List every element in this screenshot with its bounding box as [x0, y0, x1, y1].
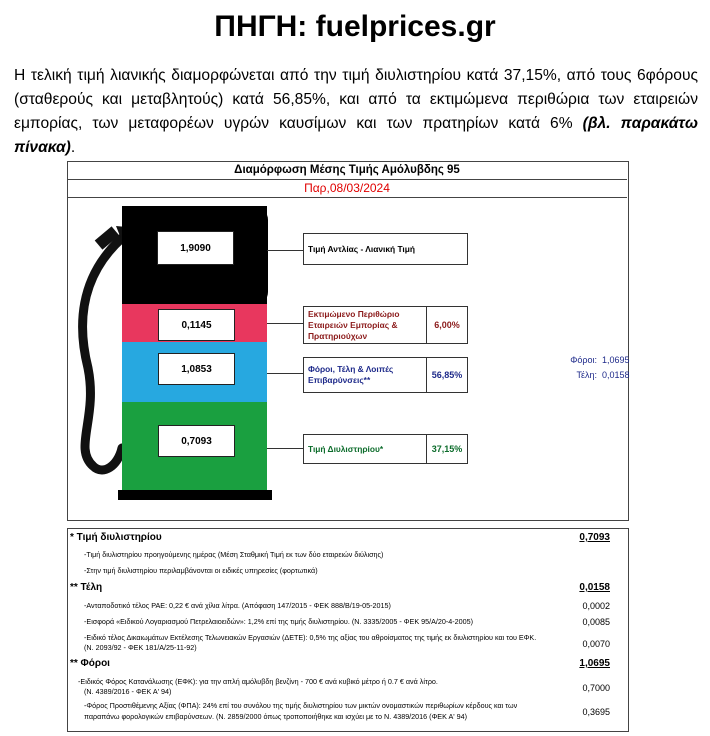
page-title: ΠΗΓΗ: fuelprices.gr [214, 10, 496, 43]
taxes-total: 1,0695 [579, 658, 610, 669]
connector-margin [267, 323, 303, 324]
margin-pct: 6,00% [426, 306, 468, 344]
retail-value: 1,9090 [157, 231, 234, 265]
taxes-pct: 56,85% [426, 357, 468, 393]
intro-end: . [70, 139, 76, 156]
tax-item-1-text: -Ειδικός Φόρος Κατανάλωσης (ΕΦΚ): για την απλή αμόλυβδη βενζίνη - 700 € ανά κυβικό μέτρο ή 0.7 € ανά λίτρο. [78, 677, 438, 686]
tax-item-1-value: 0,7000 [582, 683, 610, 693]
tax-item-2-text2: παραπάνω φορολογικών επιβαρύνσεων. (Ν. 2859/2000 όπως τροποποιήθηκε και ισχύει με το Ν. 4389/2016 (ΦΕΚ Α' 94) [84, 712, 468, 721]
foroi-value: 1,0695 [602, 355, 630, 365]
teli-value: 0,0158 [602, 370, 630, 380]
intro-note: (βλ. παρακάτω πίνακα) [14, 115, 698, 156]
connector-taxes [267, 373, 303, 374]
taxes-label: Φόροι, Τέλη & Λοιπές Επιβαρύνσεις** [303, 357, 427, 393]
margin-label: Εκτιμώμενο Περιθώριο Εταιρειών Εμπορίας & Πρατηριούχων [303, 306, 427, 344]
fee-item-3-text2: (Ν. 2093/92 - ΦΕΚ 181/Α/25-11-92) [84, 643, 197, 652]
tax-item-2-value: 0,3695 [582, 707, 610, 717]
refinery-line-2: -Στην τιμή διυλιστηρίου περιλαμβάνονται οι ειδικές υπηρεσίες (φορτωτικά) [84, 566, 318, 575]
retail-label: Τιμή Αντλίας - Λιανική Τιμή [303, 233, 468, 265]
tax-item-1-text2: (Ν. 4389/2016 - ΦΕΚ Α' 94) [84, 687, 172, 696]
connector-refinery [267, 448, 303, 449]
intro-paragraph [14, 64, 698, 160]
diagram-heading: Διαμόρφωση Μέσης Τιμής Αμόλυβδης 95 [67, 161, 627, 180]
intro-text: Η τελική τιμή λιανικής διαμορφώνεται από την τιμή διυλιστηρίου κατά 37,15%, από τους 6φόρους (σταθερούς και μεταβλητούς) κατά 56,85%, και από τα εκτιμώμενα περιθώρια των εταιρειών εμπορίας, των μεταφορέων υγρών καυσίμων και των πρατηρίων κατά 6% [14, 67, 698, 132]
refinery-title: * Τιμή διυλιστηρίου [70, 532, 162, 543]
margin-value: 0,1145 [158, 309, 235, 341]
taxes-title: ** Φόροι [70, 658, 110, 669]
fee-item-2-text: -Εισφορά «Ειδικού Λογαριασμού Πετρελαιοειδών»: 1,2% επί της τιμής διυλιστηρίου. (Ν. 3335/2005 - ΦΕΚ 95/Α/20-4-2005) [84, 617, 474, 626]
refinery-line-1: -Τιμή διυλιστηρίου προηγούμενης ημέρας (Μέση Σταθμική Τιμή εκ των δύο εταιρειών διύλισης) [84, 550, 384, 559]
fee-item-3-text: -Ειδικό τέλος Δικαιωμάτων Εκτέλεσης Τελωνειακών Εργασιών (ΔΕΤΕ): 0,5% της αξίας του αθροίσματος της τιμής εκ διυλιστηρίου και του ΕΦΚ. [84, 633, 537, 642]
teli-label: Τέλη: [576, 370, 597, 380]
table-row-refinery [70, 532, 624, 546]
refinery-label: Τιμή Διυλιστηρίου* [303, 434, 427, 464]
taxes-value: 1,0853 [158, 353, 235, 385]
foroi-label: Φόροι: [570, 355, 597, 365]
fees-total: 0,0158 [579, 582, 610, 593]
refinery-value: 0,7093 [158, 425, 235, 457]
refinery-total: 0,7093 [579, 532, 610, 543]
fee-item-1-text: -Ανταποδοτικό τέλος ΡΑΕ: 0,22 € ανά χίλια λίτρα. (Απόφαση 147/2015 - ΦΕΚ 888/Β/19-05-2015) [84, 601, 391, 610]
fees-title: ** Τέλη [70, 582, 103, 593]
fee-item-2-value: 0,0085 [582, 617, 610, 627]
diagram-date: Παρ,08/03/2024 [67, 180, 627, 198]
tax-item-2-text: -Φόρος Προστιθέμενης Αξίας (ΦΠΑ): 24% επί του συνόλου της τιμής διυλιστηρίου των μικτών ονομαστικών περιθωρίων κέρδους και των [84, 701, 518, 710]
connector-retail [267, 250, 303, 251]
fee-item-1-value: 0,0002 [582, 601, 610, 611]
fee-item-3-value: 0,0070 [582, 639, 610, 649]
refinery-pct: 37,15% [426, 434, 468, 464]
